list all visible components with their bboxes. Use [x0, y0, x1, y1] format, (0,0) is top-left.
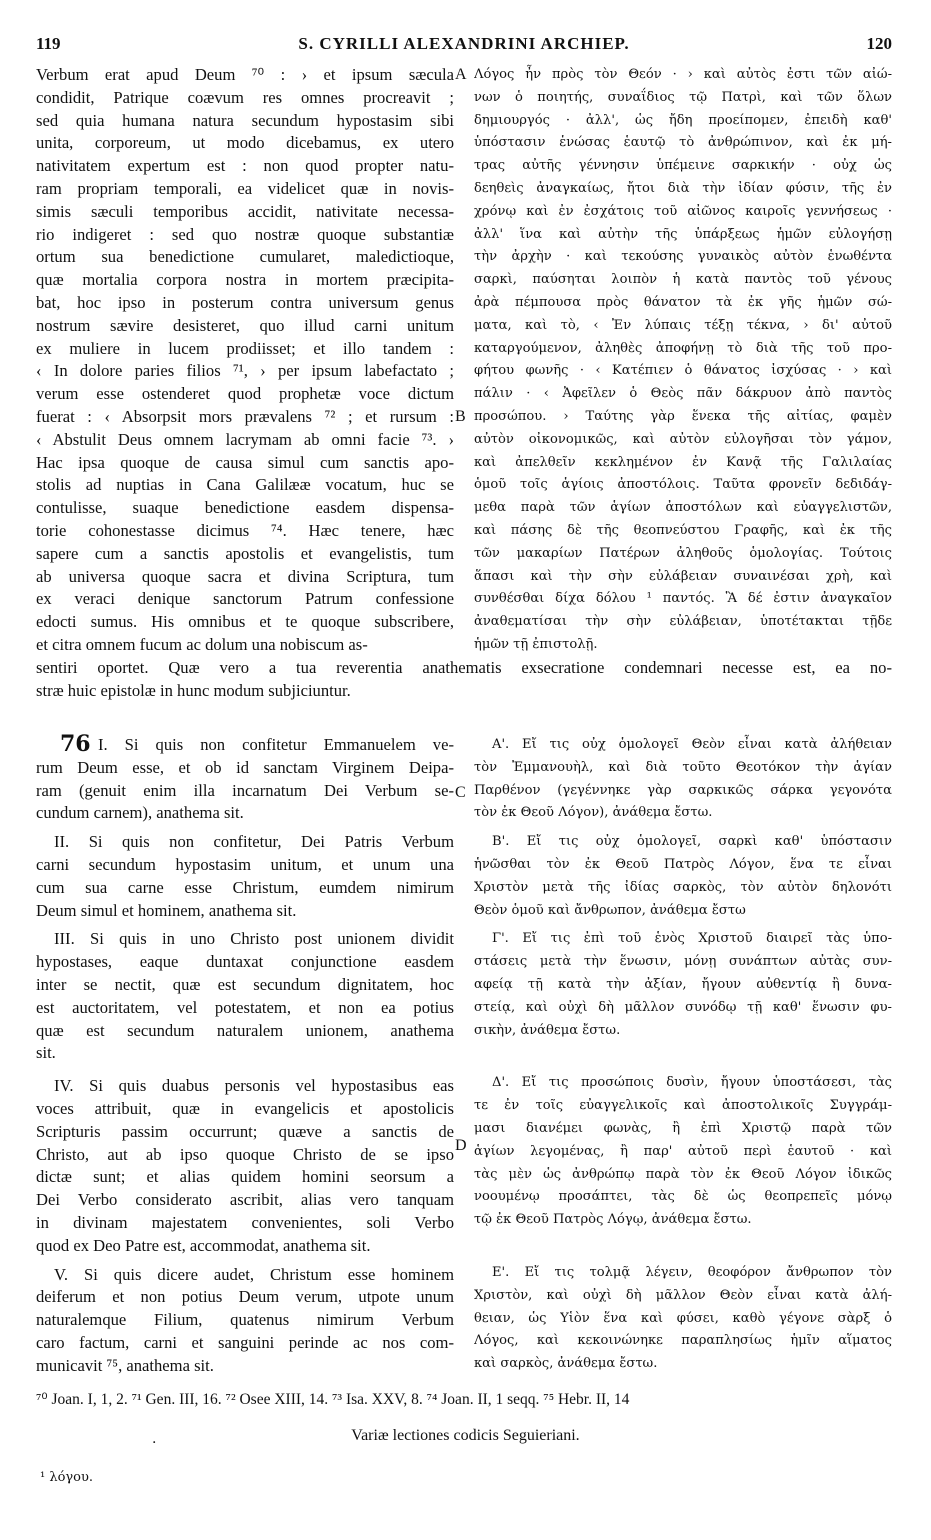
separator-dot: ·: [152, 1435, 157, 1451]
anathema-paragraph: [36, 831, 454, 922]
text-line: μασι διανέμει φωνὰς, ἢ ἐπὶ Χριστῷ παρὰ τῶν: [474, 1120, 892, 1136]
text-line: carni secundum hypostasim unitum, et unum una: [36, 854, 454, 874]
text-line: Λόγος ἦν πρὸς τὸν Θεόν · › καὶ αὐτὸς ἐστι τῶν αἰώ-: [474, 67, 892, 82]
text-line: Χριστὸν μετὰ τῆς ἰδίας σαρκὸς, τὸν αὐτὸν δηλονότι: [474, 879, 892, 895]
text-line: προσώπου. › Ταύτης γὰρ ἕνεκα τῆς αἰτίας, φαμὲν: [474, 408, 892, 424]
text-line: ram (genuit enim illa incarnatum Dei Verbum se-: [36, 780, 454, 800]
page-number-left: 119: [36, 34, 61, 53]
text-line: torie cohonestasse dicimus ⁷⁴. Hæc tenere, hæc: [36, 520, 454, 540]
text-line: cundum carnem), anathema sit.: [36, 803, 244, 823]
running-title: S. CYRILLI ALEXANDRINI ARCHIEP.: [298, 34, 630, 53]
margin-letter-b: B: [455, 408, 466, 425]
text-line: ὁμοῦ τοῖς ἁγίοις ἀποστόλοις. Ταῦτα φρονεῖν δεδιδάγ-: [474, 477, 892, 493]
full-width-line: sentiri oportet. Quæ vero a tua reverentia anathematis exsecratione condemnari necesse est, ea no-: [36, 658, 892, 677]
text-line: Δ'. Εἴ τις προσώποις δυσὶν, ἤγουν ὑποστάσεσι, τὰς: [492, 1075, 892, 1091]
text-line: τῶν μακαρίων Πατέρων ἀληθοῦς ὁμολογίας. Τούτοις: [474, 545, 892, 561]
text-line: Christo, aut ab ipso quoque Christo de se ipso: [36, 1144, 454, 1164]
variant-note: ¹ λόγου.: [40, 1470, 94, 1485]
text-line: φήτου φωνῆς · ‹ Κατέπιεν ὁ θάνατος ἰσχύσας · › καὶ: [474, 363, 892, 379]
text-line: Β'. Εἴ τις οὐχ ὁμολογεῖ, σαρκὶ καθ' ὑπόστασιν: [492, 834, 892, 850]
text-line: καταργούμενον, ἀληθὲς ἀποφήνῃ τὸ διὰ τῆς τοῦ προ-: [474, 340, 892, 356]
text-line: ex veraci denique sanctorum Patrum confessione: [36, 589, 454, 609]
text-line: verum esse ostenderet quod prophetæ voce dictum: [36, 384, 454, 404]
text-line: ἀρὰ πέμπουσα πρὸς θάνατον τὰ ἐκ γῆς ἡμῶν σώ-: [474, 294, 892, 310]
text-line: ἀλλ' ἵνα καὶ αὐτὴν τῆς ὑπάρξεως ἡμῶν εὐλογήσῃ: [474, 226, 892, 242]
anathema-paragraph: [36, 928, 454, 1065]
text-line: στάσεις μετὰ τὴν ἕνωσιν, μόνῃ συνάπτων αὐτὰς συν-: [474, 954, 892, 970]
text-line: καὶ πάσης δὲ τῆς θεοπνεύστου Γραφῆς, καὶ ἐκ τῆς: [474, 522, 892, 538]
text-line: νων ὁ ποιητής, συναΐδιος τῷ Πατρὶ, καὶ τῶν ὅλων: [474, 89, 892, 105]
text-line: est auctoritatem, vel potestatem, et non ea potius: [36, 997, 454, 1017]
text-line: rio indigeret : sed quo nostræ quoque substantiæ: [36, 224, 454, 244]
text-line: II. Si quis non confitetur, Dei Patris Verbum: [54, 832, 454, 852]
text-line: ex muliere in lucem prodiisset; et illo tandem :: [36, 338, 454, 358]
text-line: voces attribuit, quæ in evangelicis et apostolicis: [36, 1098, 454, 1118]
text-line: τρας αὐτῆς γέννησιν ὑπέμεινε σαρκικήν · οὐχ ὡς: [474, 158, 892, 174]
variants-heading: Variæ lectiones codicis Seguieriani.: [351, 1427, 580, 1444]
text-line: Α'. Εἴ τις οὐχ ὁμολογεῖ Θεὸν εἶναι κατὰ ἀλήθειαν: [492, 737, 892, 752]
text-line: τὸν Ἐμμανουὴλ, καὶ διὰ τοῦτο Θεοτόκον τὴν ἁγίαν: [474, 759, 892, 775]
latin-column-top: [36, 64, 454, 657]
chapter-marker: 76: [60, 731, 91, 757]
text-line: sed quia humana natura secundum hypostasim sibi: [36, 110, 454, 130]
text-line: cum sua carne esse Christum, eumdem nimirum: [36, 877, 454, 897]
latin-anathemas: [36, 734, 454, 1378]
text-line: Λόγος, καὶ κεκοινώνηκε παραπλησίως ἡμῖν αἵματος: [474, 1333, 892, 1349]
anathema-paragraph: [474, 928, 892, 1042]
greek-column-top: [474, 64, 892, 657]
text-line: τὸν ἐκ Θεοῦ Λόγον), ἀνάθεμα ἔστω.: [474, 805, 713, 821]
text-line: I. Si quis non confitetur Emmanuelem ve-: [98, 735, 454, 754]
text-line: Παρθένον (γεγέννηκε γὰρ σαρκικῶς σάρκα γεγονότα: [474, 782, 892, 798]
anathema-paragraph: [36, 1075, 454, 1257]
text-line: inter se nectit, quæ est secundum dignitatem, hoc: [36, 974, 454, 994]
text-line: ματα, καὶ τὸ, ‹ Ἐν λύπαις τέξῃ τέκνα, › δι' αὐτοῦ: [474, 317, 892, 333]
text-line: quæ est secundum naturalem unionem, anathema: [36, 1020, 454, 1040]
text-line: IV. Si quis duabus personis vel hypostasibus eas: [54, 1076, 454, 1096]
text-line: hypostases, eaque duntaxat conjunctione easdem: [36, 952, 454, 972]
margin-letter-a: A: [455, 66, 467, 83]
text-line: III. Si quis in uno Christo post unionem dividit: [54, 929, 454, 949]
greek-anathemas: [474, 734, 892, 1376]
text-line: ὑπόστασιν ἑνώσας ἑαυτῷ τὸ ἀνθρώπινον, καὶ ἐκ μή-: [474, 135, 892, 151]
text-line: χρόνῳ καὶ ἐν ἐσχάτοις τοῦ αἰῶνος καιροῖς γεννήσεως ·: [474, 203, 892, 219]
page-number-right: 120: [866, 34, 892, 53]
text-line: quæ mortalia corpora nostra in mortem præcipita-: [36, 270, 454, 290]
text-line: Χριστὸν, καὶ οὐχὶ δὴ μᾶλλον Θεὸν εἶναι κατὰ ἀλή-: [474, 1287, 892, 1303]
text-line: μεθα παρὰ τῶν ἁγίων ἀποστόλων καὶ εὐαγγελιστῶν,: [474, 500, 892, 516]
text-line: nostrum sævire desisteret, quo illud carni unitum: [36, 315, 454, 335]
text-line: ortum sua benedictione cumularet, maledictioque,: [36, 247, 454, 267]
text-line: nativitatem expertum est : non quod propter natu-: [36, 156, 454, 176]
text-line: unita, corporeum, ut modo dicebamus, ex utero: [36, 133, 454, 153]
page-header: [36, 34, 892, 62]
text-line: condidit, Patrique coævum res omnes procreavit ;: [36, 87, 454, 107]
text-line: simis sæculi temporibus accidit, nativitate necessa-: [36, 201, 454, 221]
text-line: τε ἐν τοῖς εὐαγγελικοῖς καὶ ἀποστολικοῖς Συγγράμ-: [474, 1098, 892, 1114]
text-line: edocti sumus. His omnibus et te quoque subscribere,: [36, 612, 454, 632]
text-line: Γ'. Εἴ τις ἐπὶ τοῦ ἑνὸς Χριστοῦ διαιρεῖ τὰς ὑπο-: [492, 931, 892, 947]
text-line: Scripturis passim occurrunt; quæve a sanctis de: [36, 1121, 454, 1141]
full-width-line: stræ huic epistolæ in hunc modum subjiciuntur.: [36, 680, 351, 700]
text-line: τῷ ἐκ Θεοῦ Πατρὸς Λόγῳ, ἀνάθεμα ἔστω.: [474, 1212, 752, 1228]
text-line: naturalemque Filium, quatenus nimirum Verbum: [36, 1310, 454, 1330]
text-line: ab universa quoque sacra et divina Scriptura, tum: [36, 566, 454, 586]
text-line: Ε'. Εἴ τις τολμᾷ λέγειν, θεοφόρον ἄνθρωπον τὸν: [492, 1264, 892, 1280]
text-line: συνθέσθαι δίχα δόλου ¹ παντός. Ἃ δέ ἐστιν ἀναγκαῖον: [474, 591, 892, 607]
text-line: rum Deum esse, et ob id sanctam Virginem Deipa-: [36, 757, 454, 777]
text-line: Dei Verbo considerato ascribit, alias vero tanquam: [36, 1190, 454, 1210]
text-line: caro factum, carni et sanguini perinde ac nos com-: [36, 1332, 454, 1352]
text-line: σικὴν, ἀνάθεμα ἔστω.: [474, 1022, 621, 1038]
text-line: ἡμῶν τῇ ἐπιστολῇ.: [474, 636, 598, 652]
anathema-paragraph: [474, 1262, 892, 1376]
text-line: V. Si quis dicere audet, Christum esse hominem: [54, 1264, 454, 1284]
text-line: πάλιν · ‹ Ἀφεῖλεν ὁ Θεὸς πᾶν δάκρυον ἀπὸ παντὸς: [474, 386, 892, 402]
text-line: αφείᾳ τῇ κατὰ τὴν ἀξίαν, ἤγουν αὐθεντίᾳ ἢ δυνα-: [474, 976, 892, 992]
anathema-paragraph: [474, 1072, 892, 1232]
text-line: bat, hoc ipso in posterum contra universum genus: [36, 292, 454, 312]
text-line: ‹ In dolore paries filios ⁷¹, › per ipsum labefactato ;: [36, 361, 454, 381]
text-line: quod ex Deo Patre est, accommodat, anathema sit.: [36, 1235, 371, 1255]
text-line: τὴν ἀρχὴν · καὶ τεκούσης γυναικὸς αὐτὸν ἑνωθέντα: [474, 249, 892, 265]
anathema-paragraph: [36, 734, 454, 825]
text-line: et citra omnem fucum ac dolum una nobiscum as-: [36, 634, 368, 654]
anathema-paragraph: [474, 734, 892, 825]
text-line: deiferum et non potius Deum verum, utpote unum: [36, 1287, 454, 1307]
text-line: Θεὸν ὁμοῦ καὶ ἄνθρωπον, ἀνάθεμα ἔστω: [474, 902, 746, 918]
full-width-paragraph: [36, 657, 892, 703]
text-line: τὰς μὲν ὡς ἀνθρώπῳ παρὰ τὸν ἐκ Θεοῦ Λόγον ἰδικῶς: [474, 1166, 892, 1182]
text-line: ἡνῶσθαι τὸν ἐκ Θεοῦ Πατρὸς Λόγον, ἕνα τε εἶναι: [474, 856, 892, 872]
text-line: municavit ⁷⁵, anathema sit.: [36, 1355, 214, 1375]
text-line: fuerat : ‹ Absorpsit mors prævalens ⁷² ; et rursum :: [36, 406, 454, 426]
anathema-paragraph: [474, 831, 892, 922]
text-line: ἅπασι καὶ τὴν σὴν εὐλάβειαν συναινέσαι χρὴ, καὶ: [474, 568, 892, 584]
text-line: ἁγίων λεγομένας, ἢ παρ' αὐτοῦ περὶ ἑαυτοῦ · καὶ: [474, 1143, 892, 1159]
text-line: καὶ σαρκὸς, ἀνάθεμα ἔστω.: [474, 1356, 658, 1372]
text-line: ‹ Abstulit Deus omnem lacrymam ab omni facie ⁷³. ›: [36, 429, 454, 449]
text-line: δημιουργός · ἀλλ', ὡς ἤδη προείπομεν, ἐπειδὴ καθ': [474, 112, 892, 128]
text-line: contulisse, suaque benedictione easdem dispensa-: [36, 498, 454, 518]
text-line: Hac ipsa quoque de causa simul cum sanctis apo-: [36, 452, 454, 472]
text-line: σαρκὶ, παύσηται λοιπὸν ἡ κατὰ παντὸς τοῦ γένους: [474, 272, 892, 288]
text-line: ἀναθεματίσαι τὴν σὴν εὐλάβειαν, ὑποτέτακται τῇδε: [474, 614, 892, 630]
text-line: καὶ ἀπελθεῖν κεκλημένον ἐν Κανᾷ τῆς Γαλιλαίας: [474, 454, 892, 470]
text-line: dictæ sunt; et alias quidem homini seorsum a: [36, 1167, 454, 1187]
text-line: Deum simul et hominem, anathema sit.: [36, 900, 297, 920]
text-line: θειαν, ὡς Υἱὸν ἕνα καὶ φύσει, καθὸ γέγονε σὰρξ ὁ: [474, 1310, 892, 1326]
text-line: αὐτὸν οἰκονομικῶς, καὶ αὐτὸν εὐλογῆσαι τὸν γάμον,: [474, 431, 892, 447]
margin-letter-c: C: [455, 784, 466, 801]
text-line: στείᾳ, καὶ οὐχὶ δὴ μᾶλλον συνόδῳ τῇ καθ' ἕνωσιν φυ-: [474, 999, 892, 1015]
text-line: ram propriam temporali, ea videlicet quæ in novis-: [36, 178, 454, 198]
footnotes: ⁷⁰ Joan. I, 1, 2. ⁷¹ Gen. III, 16. ⁷² Osee XIII, 14. ⁷³ Isa. XXV, 8. ⁷⁴ Joan. II, 1 seqq. ⁷⁵ Hebr. II, 14: [36, 1391, 630, 1408]
text-line: νοουμένῳ προσάπτει, τὰς δὲ ὡς θεοπρεπεῖς μόνῳ: [474, 1189, 892, 1205]
text-line: sit.: [36, 1043, 56, 1063]
margin-letter-d: D: [455, 1137, 467, 1154]
text-line: sapere cum a sanctis apostolis et evangelistis, tum: [36, 543, 454, 563]
text-line: in divinam majestatem convenientes, soli Verbo: [36, 1212, 454, 1232]
anathema-paragraph: [36, 1264, 454, 1378]
text-line: δεηθεὶς ἀναγκαίως, ἤτοι διὰ τὴν ἰδίαν φύσιν, τῆς ἐν: [474, 180, 892, 196]
text-line: Verbum erat apud Deum ⁷⁰ : › et ipsum sæcula: [36, 65, 454, 84]
text-line: stolis ad nuptias in Cana Galilææ vocatum, huc se: [36, 475, 454, 495]
